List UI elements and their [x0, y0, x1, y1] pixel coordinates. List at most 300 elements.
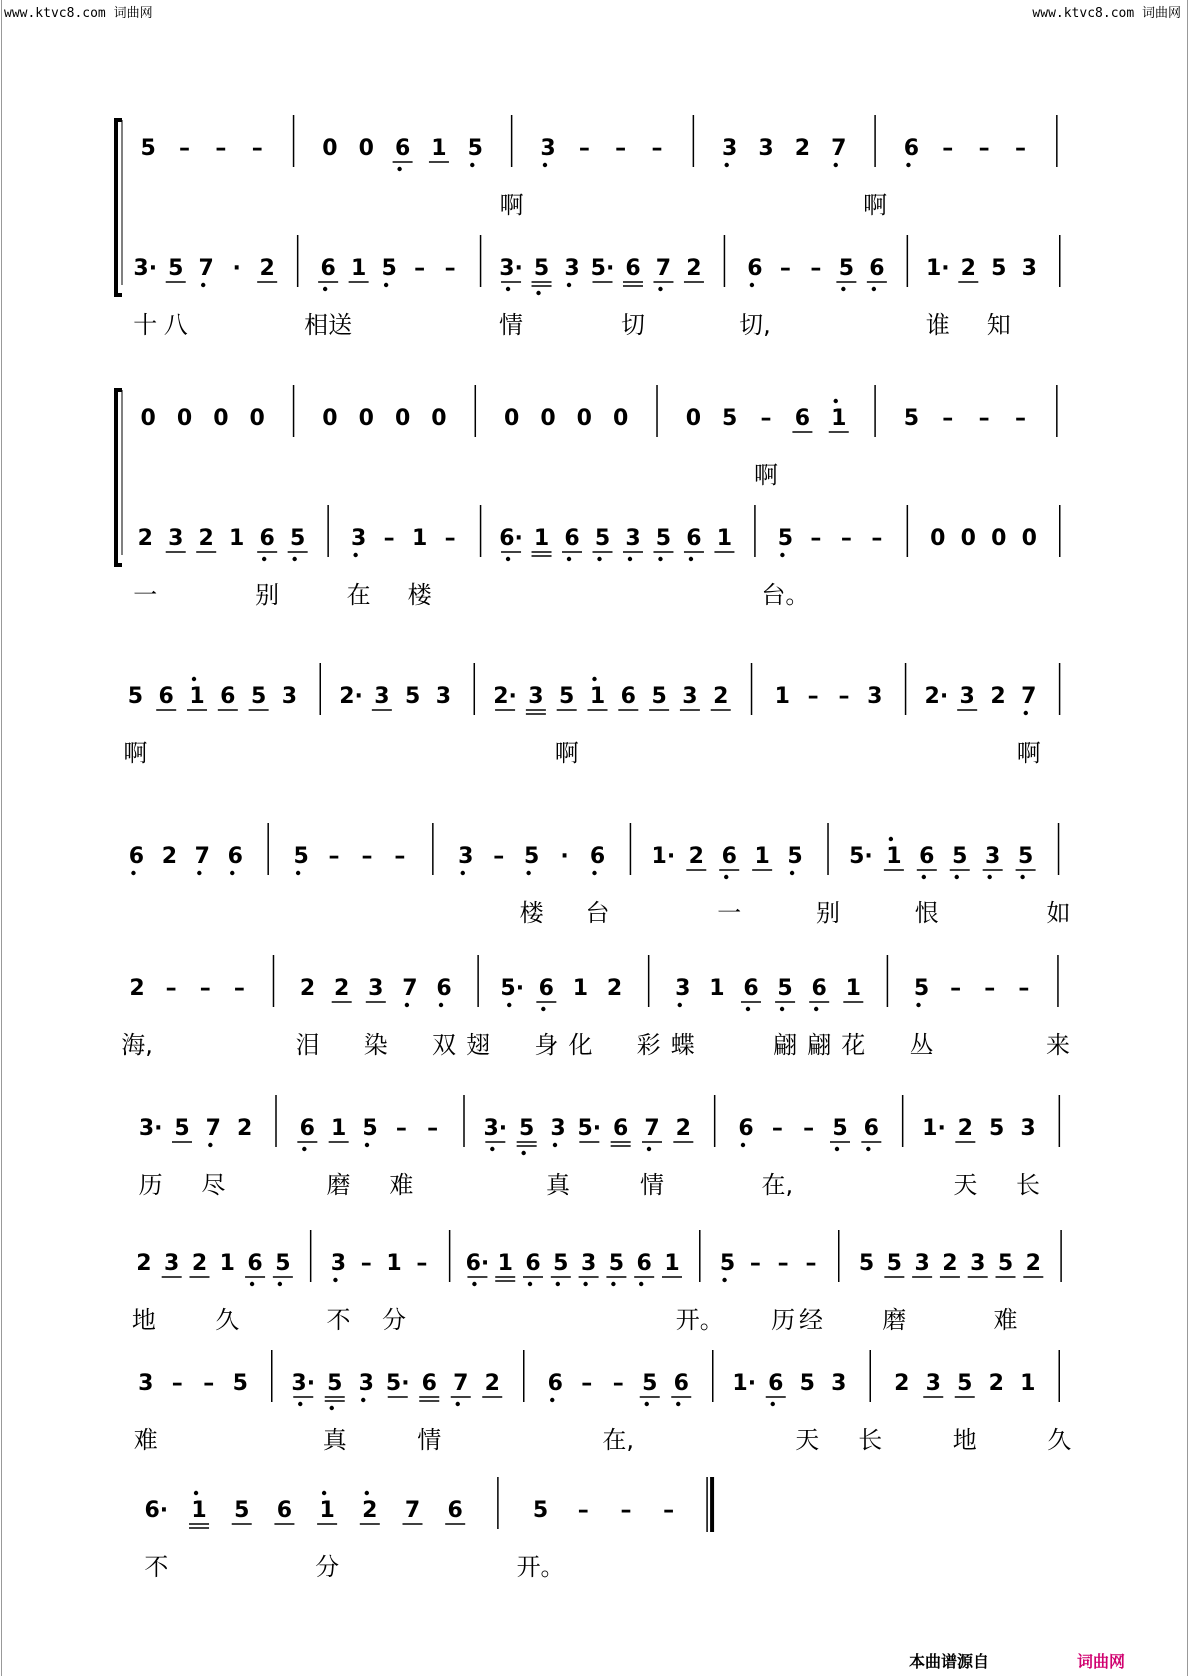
- note: 1: [319, 1498, 335, 1523]
- lyric: 情: [640, 1171, 664, 1199]
- lyric: 翩: [773, 1031, 798, 1059]
- note: 7: [402, 976, 418, 1001]
- note: –: [383, 526, 395, 551]
- note: 2: [990, 684, 1006, 709]
- note: 6: [220, 684, 236, 709]
- system-bracket-end: [116, 280, 122, 295]
- note: 2: [362, 1498, 378, 1523]
- note: 5: [722, 406, 738, 431]
- lyric: 蝶: [670, 1031, 695, 1059]
- note: 5: [608, 1251, 625, 1276]
- octave-dot-below: [645, 1402, 649, 1406]
- note: 6: [128, 844, 145, 869]
- system-bracket-end: [116, 550, 122, 565]
- note: 3: [675, 976, 691, 1001]
- note: 2: [259, 256, 275, 281]
- note: 1: [189, 684, 205, 709]
- note: –: [771, 1116, 783, 1141]
- lyric: 情: [417, 1426, 442, 1454]
- note: –: [427, 1116, 439, 1141]
- octave-dot-below: [323, 287, 327, 291]
- lyric: 经: [798, 1306, 823, 1334]
- note: 2: [334, 976, 350, 1001]
- note: 3: [164, 1251, 180, 1276]
- note: –: [803, 1116, 815, 1141]
- lyric: 一: [133, 581, 158, 609]
- octave-dot-below: [724, 875, 728, 879]
- note: –: [444, 256, 456, 281]
- note: 1: [350, 256, 367, 281]
- note: 3: [281, 684, 298, 709]
- octave-dot-below: [208, 1143, 212, 1147]
- note: 2: [1025, 1251, 1041, 1276]
- lyric: 啊: [863, 191, 888, 219]
- note: 5: [533, 256, 550, 281]
- note: –: [444, 526, 456, 551]
- note: 6: [247, 1251, 263, 1276]
- note: 1·: [651, 844, 676, 869]
- lyric: 楼: [407, 581, 432, 609]
- note: 1: [664, 1251, 680, 1276]
- note: 6: [525, 1251, 541, 1276]
- note: 2: [894, 1371, 910, 1396]
- octave-dot-below: [131, 871, 135, 875]
- note: 6: [747, 256, 763, 281]
- lyric: 开。: [516, 1553, 565, 1581]
- lyric: 长: [1016, 1171, 1040, 1199]
- octave-dot-below: [439, 1003, 443, 1007]
- octave-dot-above: [322, 1491, 326, 1495]
- octave-dot-below: [506, 557, 510, 561]
- note: 5: [991, 256, 1007, 281]
- octave-dot-below: [526, 871, 530, 875]
- note: 0: [358, 406, 374, 431]
- note: –: [1014, 406, 1026, 431]
- site-header-left: www.ktvc8.com 词曲网: [4, 6, 153, 21]
- note: 7: [831, 136, 847, 161]
- octave-dot-below: [384, 283, 388, 287]
- lyric: 别: [255, 581, 280, 609]
- note: 6: [259, 526, 275, 551]
- note: –: [950, 976, 962, 1001]
- note: 3: [1020, 1116, 1036, 1141]
- octave-dot-below: [746, 1007, 750, 1011]
- note: –: [749, 1251, 761, 1276]
- note: 1: [589, 684, 606, 709]
- note: 2: [136, 1251, 152, 1276]
- note: 2: [960, 256, 976, 281]
- octave-dot-below: [456, 1402, 460, 1406]
- note: 0: [960, 526, 976, 551]
- octave-dot-below: [592, 871, 596, 875]
- note: 3: [625, 526, 641, 551]
- lyric: 化: [568, 1031, 593, 1059]
- note: 5: [997, 1251, 1014, 1276]
- octave-dot-below: [658, 557, 662, 561]
- note: –: [493, 844, 505, 869]
- lyric: 久: [215, 1306, 240, 1334]
- lyric: 啊: [554, 739, 579, 767]
- octave-dot-below: [611, 1282, 615, 1286]
- note: 6: [227, 844, 243, 869]
- lyric: 地: [952, 1426, 977, 1454]
- note: –: [779, 256, 791, 281]
- note: –: [577, 1498, 589, 1523]
- note: 3: [550, 1116, 566, 1141]
- octave-dot-below: [658, 287, 662, 291]
- note: 5: [655, 526, 672, 551]
- octave-dot-below: [201, 283, 205, 287]
- note: 1: [709, 976, 725, 1001]
- note: –: [810, 526, 822, 551]
- note: 3·: [138, 1116, 163, 1141]
- lyric: 真: [546, 1171, 570, 1199]
- note: –: [416, 1251, 428, 1276]
- octave-dot-above: [192, 677, 196, 681]
- octave-dot-below: [470, 163, 474, 167]
- note: 0: [576, 406, 592, 431]
- note: 5: [832, 1116, 848, 1141]
- octave-dot-below: [1020, 875, 1024, 879]
- note: 3: [925, 1371, 941, 1396]
- note: 3: [168, 526, 184, 551]
- octave-dot-below: [647, 1147, 651, 1151]
- note: 3·: [133, 256, 158, 281]
- octave-dot-below: [741, 1143, 745, 1147]
- note: 1: [411, 526, 428, 551]
- note: 1: [229, 526, 245, 551]
- note: 5: [559, 684, 575, 709]
- note: 0: [394, 406, 411, 431]
- note: –: [203, 1371, 215, 1396]
- system-bracket: [116, 390, 122, 555]
- note: 0: [613, 406, 629, 431]
- note: 7: [644, 1116, 660, 1141]
- note: 6: [589, 844, 606, 869]
- note: 5: [989, 1116, 1005, 1141]
- octave-dot-below: [197, 871, 201, 875]
- octave-dot-above: [889, 837, 893, 841]
- note: 2: [957, 1116, 973, 1141]
- note: 7: [194, 844, 210, 869]
- note: 1: [219, 1251, 235, 1276]
- lyric: 知: [986, 311, 1011, 339]
- lyric: 分: [315, 1553, 340, 1581]
- note: 5: [523, 844, 540, 869]
- note: –: [651, 136, 663, 161]
- octave-dot-below: [790, 871, 794, 875]
- note: 3: [831, 1371, 847, 1396]
- note: 5: [594, 526, 611, 551]
- note: –: [777, 1251, 789, 1276]
- note: –: [394, 844, 406, 869]
- note: 7: [453, 1371, 469, 1396]
- octave-dot-below: [639, 1282, 643, 1286]
- note: 2: [988, 1371, 1004, 1396]
- note: 5: [777, 526, 794, 551]
- lyric: 难: [389, 1171, 414, 1199]
- octave-dot-below: [906, 163, 910, 167]
- lyric: 泪: [295, 1031, 320, 1059]
- lyric: 啊: [123, 739, 148, 767]
- note: 2: [688, 844, 704, 869]
- note: 2: [606, 976, 623, 1001]
- lyric: 台: [585, 899, 610, 927]
- octave-dot-below: [405, 1003, 409, 1007]
- note: 3: [959, 684, 975, 709]
- note: –: [1014, 136, 1026, 161]
- note: 6: [903, 136, 920, 161]
- octave-dot-below: [397, 167, 401, 171]
- octave-dot-below: [987, 875, 991, 879]
- lyric: 情: [499, 311, 524, 339]
- note: –: [810, 256, 822, 281]
- lyric: 八: [163, 311, 188, 339]
- note: 5: [903, 406, 920, 431]
- note: 6: [447, 1498, 463, 1523]
- note: 1: [1020, 1371, 1036, 1396]
- octave-dot-below: [353, 553, 357, 557]
- lyric: 不: [144, 1553, 169, 1581]
- lyric: 谁: [925, 311, 950, 339]
- note: 6: [768, 1371, 784, 1396]
- lyric: 彩: [636, 1031, 661, 1059]
- octave-dot-below: [628, 557, 632, 561]
- note: 5: [651, 684, 667, 709]
- footer-site-logo: 词曲网: [1076, 1652, 1125, 1671]
- note: 7: [655, 256, 672, 281]
- octave-dot-below: [507, 1003, 511, 1007]
- note: 6: [613, 1116, 629, 1141]
- lyric: 在,: [602, 1426, 635, 1454]
- footer-source-label: 本曲谱源自: [908, 1652, 989, 1671]
- octave-dot-below: [521, 1151, 525, 1155]
- note: –: [871, 526, 883, 551]
- octave-dot-below: [333, 1278, 337, 1282]
- octave-dot-below: [676, 1402, 680, 1406]
- note: 5: [532, 1498, 549, 1523]
- lyric: 染: [363, 1031, 388, 1059]
- note: 7: [404, 1498, 421, 1523]
- lyric: 分: [382, 1306, 407, 1334]
- octave-dot-below: [835, 1147, 839, 1151]
- note: 2: [794, 136, 811, 161]
- note: 5: [719, 1251, 736, 1276]
- note: 3: [564, 256, 580, 281]
- note: 2: [191, 1251, 208, 1276]
- octave-dot-below: [814, 1007, 818, 1011]
- octave-dot-above: [194, 1491, 198, 1495]
- note: –: [165, 976, 177, 1001]
- lyric: 长: [858, 1426, 883, 1454]
- note: –: [663, 1498, 675, 1523]
- note: 2·: [339, 684, 363, 709]
- note: 7: [205, 1116, 221, 1141]
- note: 6·: [499, 526, 523, 551]
- note: 6: [421, 1371, 437, 1396]
- octave-dot-below: [567, 283, 571, 287]
- note: 6: [276, 1498, 293, 1523]
- octave-dot-below: [302, 1147, 306, 1151]
- note: 5: [174, 1116, 190, 1141]
- note: –: [942, 406, 954, 431]
- note: 1: [533, 526, 550, 551]
- note: 5: [957, 1371, 973, 1396]
- note: –: [805, 1251, 817, 1276]
- note: 5: [275, 1251, 291, 1276]
- octave-dot-below: [1024, 711, 1028, 715]
- note: 6: [636, 1251, 652, 1276]
- lyric: 啊: [499, 191, 524, 219]
- lyric: 久: [1047, 1426, 1072, 1454]
- note: 0: [358, 136, 374, 161]
- note: 6: [436, 976, 452, 1001]
- note: 3·: [483, 1116, 508, 1141]
- note: 5·: [849, 844, 873, 869]
- note: 1: [497, 1251, 513, 1276]
- note: ·: [560, 844, 569, 869]
- note: 5·: [500, 976, 525, 1001]
- note: 1·: [922, 1116, 946, 1141]
- octave-dot-below: [536, 291, 540, 295]
- note: 0: [322, 406, 338, 431]
- note: –: [179, 136, 191, 161]
- note: 5: [362, 1116, 378, 1141]
- note: 1: [572, 976, 589, 1001]
- site-header-right: www.ktvc8.com 词曲网: [1032, 6, 1181, 21]
- note: ·: [232, 256, 241, 281]
- lyric: 尽: [201, 1171, 226, 1199]
- note: 3: [540, 136, 556, 161]
- note: 5: [232, 1371, 248, 1396]
- note: 5: [913, 976, 930, 1001]
- note: 5: [250, 684, 267, 709]
- note: 5: [168, 256, 184, 281]
- lyric: 不: [326, 1306, 351, 1334]
- octave-dot-above: [592, 677, 596, 681]
- note: 6: [869, 256, 885, 281]
- note: 3: [682, 684, 698, 709]
- note: –: [360, 1251, 372, 1276]
- note: 0: [213, 406, 229, 431]
- note: –: [942, 136, 954, 161]
- octave-dot-below: [541, 1007, 545, 1011]
- octave-dot-below: [780, 553, 784, 557]
- octave-dot-below: [556, 1282, 560, 1286]
- note: 3: [138, 1371, 154, 1396]
- lyric: 难: [993, 1306, 1018, 1334]
- note: –: [1018, 976, 1030, 1001]
- lyric: 切,: [739, 311, 771, 339]
- note: 3: [1021, 256, 1037, 281]
- octave-dot-below: [583, 1282, 587, 1286]
- note: 3: [358, 1371, 374, 1396]
- note: 1: [774, 684, 790, 709]
- note: 3: [758, 136, 774, 161]
- note: 6: [863, 1116, 879, 1141]
- note: 0: [991, 526, 1007, 551]
- lyric: 丛: [909, 1031, 934, 1059]
- octave-dot-below: [296, 871, 300, 875]
- octave-dot-below: [916, 1003, 920, 1007]
- octave-dot-below: [750, 283, 754, 287]
- octave-dot-below: [365, 1143, 369, 1147]
- lyric: 海,: [121, 1031, 153, 1059]
- note: 6: [620, 684, 636, 709]
- octave-dot-below: [553, 1143, 557, 1147]
- note: 0: [685, 406, 702, 431]
- lyric: 在,: [761, 1171, 794, 1199]
- note: –: [251, 136, 263, 161]
- note: –: [838, 684, 850, 709]
- note: 6: [158, 684, 174, 709]
- note: 6: [919, 844, 935, 869]
- note: –: [171, 1371, 183, 1396]
- note: 3: [374, 684, 390, 709]
- note: –: [978, 136, 990, 161]
- lyric: 开。: [675, 1306, 724, 1334]
- note: 6: [673, 1371, 689, 1396]
- note: –: [760, 406, 772, 431]
- note: 5: [553, 1251, 569, 1276]
- note: 2·: [924, 684, 949, 709]
- note: –: [215, 136, 227, 161]
- octave-dot-below: [678, 1003, 682, 1007]
- note: –: [414, 256, 426, 281]
- octave-dot-below: [550, 1398, 554, 1402]
- note: 6: [625, 256, 641, 281]
- note: 1: [754, 844, 770, 869]
- octave-dot-below: [278, 1282, 282, 1286]
- note: 2: [129, 976, 145, 1001]
- note: 3·: [499, 256, 523, 281]
- note: 5: [234, 1498, 250, 1523]
- note: –: [612, 1371, 624, 1396]
- note: 3: [435, 684, 452, 709]
- lyric: 台。: [761, 581, 810, 609]
- note: 1: [386, 1251, 402, 1276]
- note: 2·: [493, 684, 517, 709]
- note: 3: [722, 136, 738, 161]
- octave-dot-below: [955, 875, 959, 879]
- note: 3: [985, 844, 1001, 869]
- note: 6: [538, 976, 554, 1001]
- note: 1: [331, 1116, 347, 1141]
- note: 5: [127, 684, 144, 709]
- note: 3: [330, 1251, 347, 1276]
- note: 5: [1017, 844, 1034, 869]
- octave-dot-below: [689, 557, 693, 561]
- note: 2: [484, 1371, 500, 1396]
- note: 3: [914, 1251, 930, 1276]
- note: 5: [838, 256, 855, 281]
- note: 0: [540, 406, 556, 431]
- note: 7: [1021, 684, 1037, 709]
- lyric: 来: [1045, 1031, 1070, 1059]
- octave-dot-below: [528, 1282, 532, 1286]
- note: 0: [431, 406, 447, 431]
- note: 3: [350, 526, 367, 551]
- note: 6: [564, 526, 580, 551]
- note: 5: [642, 1371, 658, 1396]
- octave-dot-below: [872, 287, 876, 291]
- lyric: 历: [771, 1306, 796, 1334]
- note: –: [620, 1498, 632, 1523]
- octave-dot-below: [298, 1402, 302, 1406]
- note: 3: [580, 1251, 597, 1276]
- note: 0: [176, 406, 193, 431]
- note: 6: [721, 844, 737, 869]
